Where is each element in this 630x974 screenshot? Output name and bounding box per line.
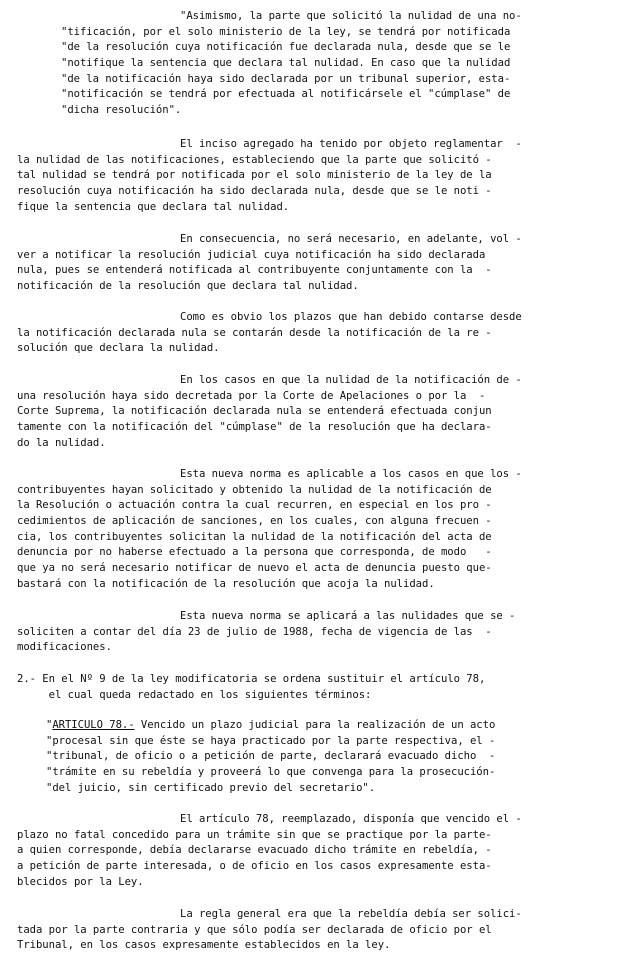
text-line: "de la resolución cuya notificación fue declarada nula, desde que se le: [61, 41, 511, 54]
paragraph: [0, 907, 522, 954]
text-line: contribuyentes hayan solicitado y obtenido la nulidad de la notificación de: [17, 483, 492, 496]
text-line: Tribunal, en los casos expresamente establecidos en la ley.: [17, 939, 391, 952]
text-line: la nulidad de las notificaciones, estableciendo que la parte que solicitó -: [17, 153, 492, 166]
text-line: "del juicio, sin certificado previo del secretario".: [46, 781, 376, 794]
text-line: soliciten a contar del día 23 de julio de 1988, fecha de vigencia de las -: [17, 625, 492, 638]
text-line: el cual queda redactado en los siguientes términos:: [17, 688, 372, 701]
text-line: fique la sentencia que declara tal nulidad.: [17, 200, 290, 213]
paragraph: [0, 609, 515, 656]
text-line: "Asimismo, la parte que solicitó la nulidad de una no-: [180, 10, 522, 22]
text-line: la Resolución o actuación contra la cual recurren, en especial en los pro -: [17, 499, 492, 512]
text-line: ver a notificar la resolución judicial cuya notificación ha sido declarada: [17, 248, 486, 261]
text-line: "notificación se tendrá por efectuada al notificársele el "cúmplase" de: [61, 88, 511, 101]
numbered-item-2: [0, 672, 485, 703]
paragraph: [0, 467, 522, 593]
text-line: tamente con la notificación del "cúmplase" de la resolución que ha declara-: [17, 421, 492, 434]
text-line: En los casos en que la nulidad de la notificación de -: [180, 374, 522, 386]
text-line: tada por la parte contraria y que sólo podía ser declarada de oficio por el: [17, 923, 492, 936]
text-line: tal nulidad se tendrá por notificada por el solo ministerio de la ley de la: [17, 169, 492, 182]
text-line: nula, pues se entenderá notificada al contribuyente conjuntamente con la -: [17, 264, 492, 277]
text-line: 2.- En el Nº 9 de la ley modificatoria se ordena sustituir el artículo 78,: [17, 673, 486, 685]
text-line: Esta nueva norma se aplicará a las nulidades que se -: [180, 610, 516, 622]
text-line: El inciso agregado ha tenido por objeto reglamentar -: [180, 138, 522, 150]
paragraph: [0, 232, 522, 295]
paragraph: [0, 310, 522, 357]
text-run: Vencido un plazo judicial para la realización de un acto: [134, 719, 496, 731]
text-line: plazo no fatal concedido para un trámite sin que se practique por la parte-: [17, 828, 492, 841]
text-line: "tificación, por el solo ministerio de la ley, se tendrá por notificada: [61, 25, 511, 38]
text-line: Corte Suprema, la notificación declarada nula se entenderá efectuada conjun: [17, 405, 492, 418]
text-line: En consecuencia, no será necesario, en adelante, vol -: [180, 233, 522, 245]
text-line: cia, los contribuyentes solicitan la nulidad de la notificación del acta de: [17, 530, 492, 543]
text-line: El artículo 78, reemplazado, disponía que vencido el -: [180, 813, 522, 825]
quote-article-78: [0, 718, 495, 796]
text-line: bastará con la notificación de la resolución que acoja la nulidad.: [17, 577, 435, 590]
paragraph: [0, 137, 522, 215]
text-line: "procesal sin que éste se haya practicado por la parte respectiva, el -: [46, 734, 496, 747]
quote-mark: ": [46, 719, 53, 731]
text-line: "tribunal, de oficio o a petición de parte, declarará evacuado dicho -: [46, 750, 496, 763]
text-line: notificación de la resolución que declara tal nulidad.: [17, 280, 359, 293]
text-line: cedimientos de aplicación de sanciones, en los cuales, con alguna frecuen -: [17, 515, 492, 528]
text-line: La regla general era que la rebeldía debía ser solici-: [180, 908, 522, 920]
article-heading: ARTICULO 78.-: [52, 719, 135, 731]
text-line: a petición de parte interesada, o de oficio en los casos expresamente esta-: [17, 860, 492, 873]
text-line: "notifique la sentencia que declara tal nulidad. En caso que la nulidad: [61, 57, 511, 70]
text-line: solución que declara la nulidad.: [17, 342, 220, 355]
paragraph: [0, 373, 522, 451]
text-line: Como es obvio los plazos que han debido contarse desde: [180, 311, 522, 323]
text-line: a quien corresponde, debía declararse evacuado dicho trámite en rebeldía, -: [17, 844, 492, 857]
paragraph: [0, 812, 522, 890]
text-line: blecidos por la Ley.: [17, 875, 144, 888]
text-line: Esta nueva norma es aplicable a los casos en que los -: [180, 468, 522, 480]
quote-article-amendment: [0, 9, 522, 119]
text-line: [0, 718, 495, 734]
text-line: denuncia por no haberse efectuado a la persona que corresponda, de modo -: [17, 546, 492, 559]
text-line: la notificación declarada nula se contarán desde la notificación de la re -: [17, 326, 492, 339]
text-line: una resolución haya sido decretada por la Corte de Apelaciones o por la -: [17, 389, 486, 402]
text-line: modificaciones.: [17, 641, 112, 654]
text-line: que ya no será necesario notificar de nuevo el acta de denuncia puesto que-: [17, 562, 492, 575]
text-line: resolución cuya notificación ha sido declarada nula, desde que se le noti -: [17, 185, 492, 198]
text-line: do la nulidad.: [17, 436, 106, 449]
text-line: "de la notificación haya sido declarada por un tribunal superior, esta-: [61, 72, 511, 85]
text-line: "dicha resolución".: [61, 104, 182, 117]
text-line: "trámite en su rebeldía y proveerá lo que convenga para la prosecución-: [46, 766, 496, 779]
